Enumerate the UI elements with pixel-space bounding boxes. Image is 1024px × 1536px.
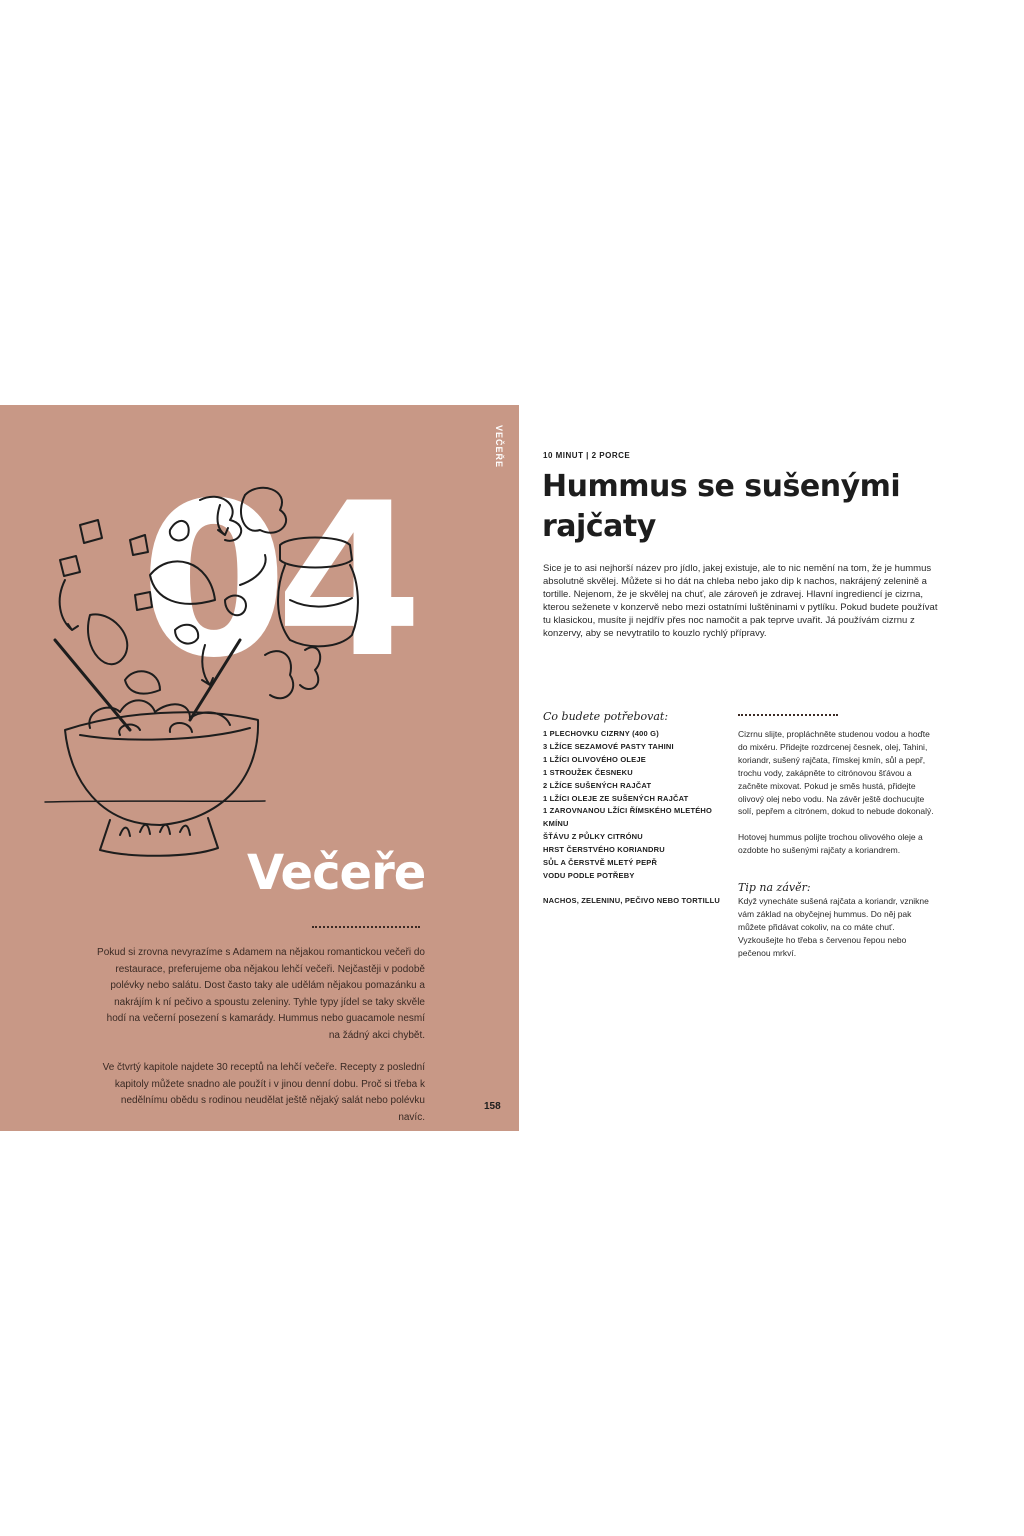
recipe-meta: 10 MINUT | 2 PORCE — [543, 451, 631, 460]
dotted-divider — [738, 714, 838, 720]
method-paragraph: Hotovej hummus polijte trochou olivového oleje a ozdobte ho sušenými rajčaty a koriandrem. — [738, 832, 923, 856]
chapter-intro — [95, 945, 425, 1142]
ingredient-item: NACHOS, ZELENINU, PEČIVO NEBO TORTILLU — [543, 895, 721, 905]
ingredient-item: 1 STROUŽEK ČESNEKU — [543, 767, 633, 777]
chapter-title: Večeře — [247, 845, 426, 901]
chapter-side-tab: VEČEŘE — [494, 425, 504, 469]
tip-text: Když vynecháte sušená rajčata a koriandr, vznikne vám základ na obyčejnej hummus. Do něj pak můžete přidávat cokoliv, na co máte chuť. Vyzkoušejte ho třeba s červenou řepou nebo pečenou mrkví. — [738, 896, 929, 958]
recipe-title: Hummus se sušenými rajčaty — [542, 469, 901, 544]
ingredients-heading: Co budete potřebovat: — [543, 710, 669, 723]
ingredient-item: HRST ČERSTVÉHO KORIANDRU — [543, 845, 665, 855]
ingredient-item: 1 PLECHOVKU CIZRNY (400 G) — [543, 729, 659, 738]
left-page — [0, 405, 519, 1131]
ingredient-item: 3 LŽÍCE SEZAMOVÉ PASTY TAHINI — [543, 741, 674, 751]
ingredient-item: 2 LŽÍCE SUŠENÝCH RAJČAT — [543, 780, 652, 790]
dotted-divider — [312, 926, 420, 932]
page-number: 158 — [484, 1101, 501, 1112]
right-page — [519, 405, 1024, 1131]
ingredient-item: ŠŤÁVU Z PŮLKY CITRÓNU — [543, 832, 643, 842]
ingredients-list — [543, 728, 733, 908]
recipe-intro: Sice je to asi nejhorší název pro jídlo, jakej existuje, ale to nic nemění na tom, že je hummus absolutně skvělej. Můžete si ho dát na chleba nebo jako dip k nachos, nakrájený zelenině a tortille. Nejenom, že je skvělej na chuť, ale zároveň je zdravej. Hlavní ingrediencí je cizrna, kterou seženete v konzervě nebo mezi ostatními luštěninami v pytlíku. Pokud budete používat tu klasickou, musíte ji nejdřív přes noc namočit a pak teprve uvařit. Já používám cizrnu z konzervy, aby se nevytratilo to kouzlo rychlý přípravy. — [543, 563, 938, 639]
method — [738, 728, 938, 870]
chapter-intro-paragraph: Pokud si zrovna nevyrazíme s Adamem na nějakou romantickou večeři do restaurace, preferujeme oba nějakou lehčí večeři. Nejčastěji v podobě polévky nebo salátu. Dost často taky ale udělám nějakou pomazánku a nakrájím k ní pečivo a spoustu zeleniny. Tyhle typy jídel se taky skvěle hodí na večerní posezení s kamarády. Hummus nebo guacamole nesmí na žádný akci chybět. — [97, 947, 425, 1041]
ingredient-item: SŮL A ČERSTVĚ MLETÝ PEPŘ — [543, 858, 658, 868]
ingredient-item: VODU PODLE POTŘEBY — [543, 870, 635, 880]
ingredient-item: 1 LŽÍCI OLEJE ZE SUŠENÝCH RAJČAT — [543, 793, 689, 803]
method-paragraph: Cizrnu slijte, propláchněte studenou vodou a hoďte do mixéru. Přidejte rozdrcenej česnek, olej, Tahini, koriandr, sušený rajčata, římskej kmín, sůl a pepř, trochu vody, zakápněte to citrónovou šťávou a začněte mixovat. Pokud je směs hustá, přidejte olivový olej nebo vodu. Na závěr ještě dochucujte solí, pepřem a citrónem, dokud to nebude dokonalý. — [738, 729, 934, 817]
ingredient-item: 1 ZAROVNANOU LŽÍCI ŘÍMSKÉHO MLETÉHO KMÍNU — [543, 806, 713, 829]
tip-heading: Tip na závěr: — [738, 881, 811, 894]
ingredient-item: 1 LŽÍCI OLIVOVÉHO OLEJE — [543, 754, 646, 764]
chapter-number: 04 — [140, 457, 412, 704]
chapter-intro-paragraph: Ve čtvrtý kapitole najdete 30 receptů na lehčí večeře. Recepty z poslední kapitoly můžete snadno ale použít i v jinou denní dobu. Proč si třeba k nedělnímu obědu s rodinou neudělat ještě nějaký salát nebo polévku navíc. — [102, 1062, 425, 1123]
